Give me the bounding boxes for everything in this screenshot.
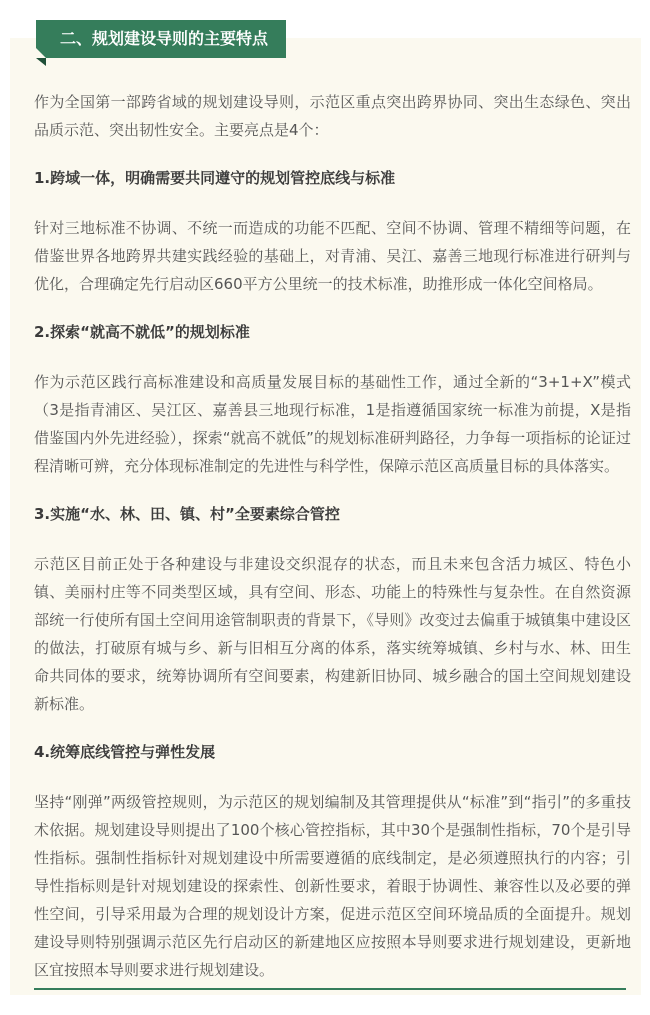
point-4-heading: 4.统筹底线管控与弹性发展	[34, 743, 216, 761]
point-3-body: 示范区目前正处于各种建设与非建设交织混存的状态，而且未来包含活力城区、特色小镇、美丽村庄等不同类型区域，具有空间、形态、功能上的特殊性与复杂性。在自然资源部统一行使所有国土空间用途管制职责的背景下，《导则》改变过去偏重于城镇集中建设区的做法，打破原有城与乡、新与旧相互分离的体系，落实统筹城镇、乡村与水、林、田生命共同体的要求，统筹协调所有空间要素，构建新旧协同、城乡融合的国土空间规划建设新标准。	[34, 555, 631, 713]
point-1-heading: 1.跨域一体，明确需要共同遵守的规划管控底线与标准	[34, 169, 396, 187]
intro-paragraph: 作为全国第一部跨省域的规划建设导则，示范区重点突出跨界协同、突出生态绿色、突出品质示范、突出韧性安全。主要亮点是4个：	[34, 93, 631, 139]
point-2-heading: 2.探索“就高不就低”的规划标准	[34, 323, 250, 341]
banner-fold-decoration	[36, 58, 46, 66]
section-title: 二、规划建设导则的主要特点	[60, 29, 269, 48]
article-content	[34, 88, 631, 984]
point-1-body: 针对三地标准不协调、不统一而造成的功能不匹配、空间不协调、管理不精细等问题，在借鉴世界各地跨界共建实践经验的基础上，对青浦、吴江、嘉善三地现行标准进行研判与优化，合理确定先行启动区660平方公里统一的技术标准，助推形成一体化空间格局。	[34, 219, 631, 293]
point-3-heading: 3.实施“水、林、田、镇、村”全要素综合管控	[34, 505, 340, 523]
point-4-body: 坚持“刚弹”两级管控规则，为示范区的规划编制及其管理提供从“标准”到“指引”的多重技术依据。规划建设导则提出了100个核心管控指标，其中30个是强制性指标，70个是引导性指标。强制性指标针对规划建设中所需要遵循的底线制定，是必须遵照执行的内容；引导性指标则是针对规划建设的探索性、创新性要求，着眼于协调性、兼容性以及必要的弹性空间，引导采用最为合理的规划设计方案，促进示范区空间环境品质的全面提升。规划建设导则特别强调示范区先行启动区的新建地区应按照本导则要求进行规划建设，更新地区宜按照本导则要求进行规划建设。	[34, 793, 631, 979]
bottom-divider	[34, 988, 626, 990]
point-2-body: 作为示范区践行高标准建设和高质量发展目标的基础性工作，通过全新的“3+1+X”模式（3是指青浦区、吴江区、嘉善县三地现行标准，1是指遵循国家统一标准为前提，X是指借鉴国内外先进经验），探索“就高不就低”的规划标准研判路径，力争每一项指标的论证过程清晰可辨，充分体现标准制定的先进性与科学性，保障示范区高质量目标的具体落实。	[34, 373, 631, 475]
